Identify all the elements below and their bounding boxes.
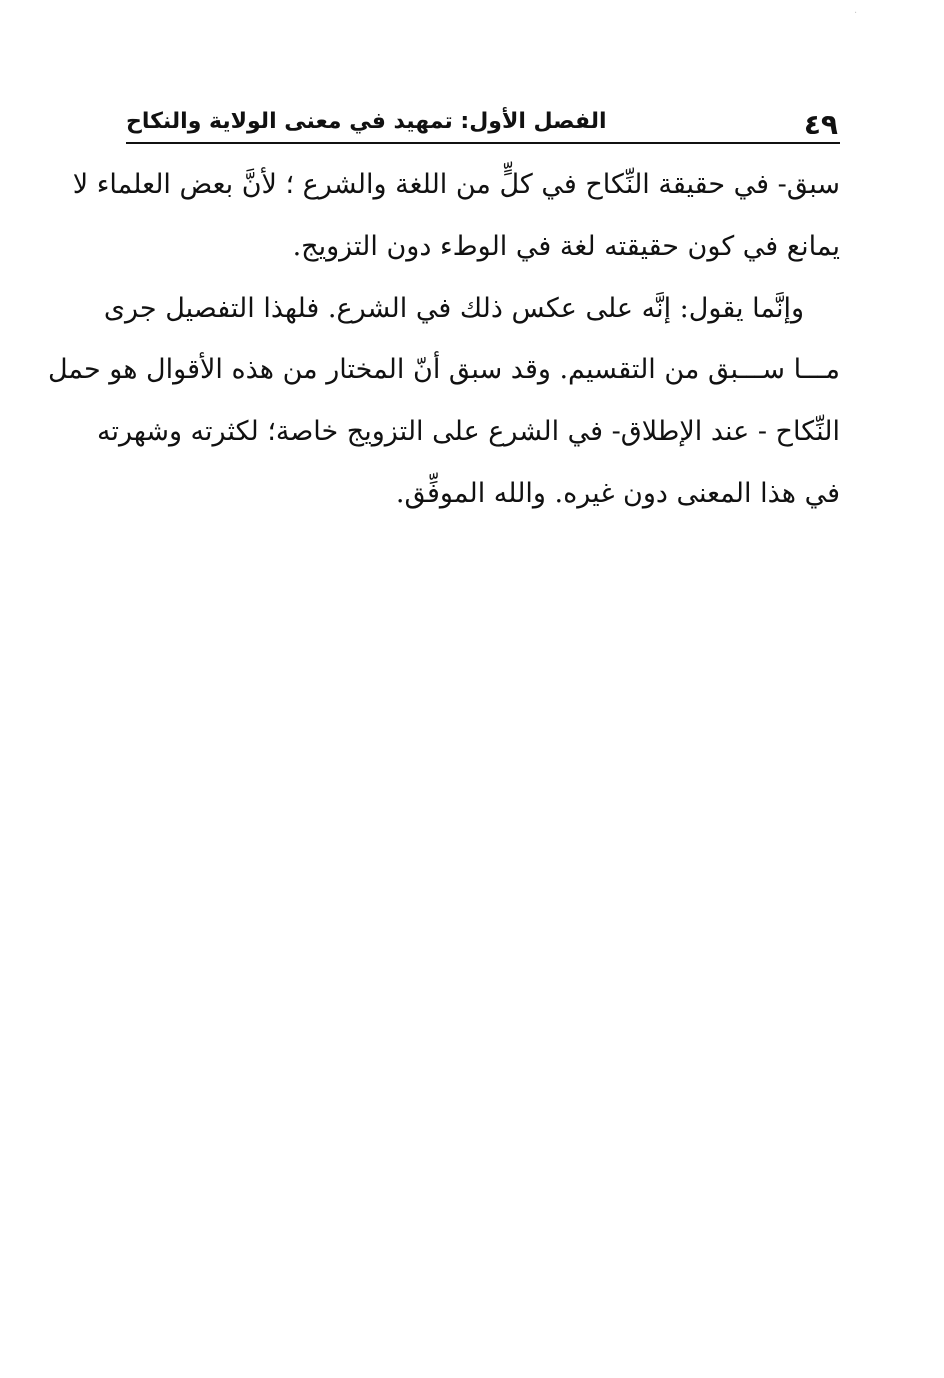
running-title: الفصل الأول: تمهيد في معنى الولاية والنكاح: [126, 109, 607, 134]
header-rule: [126, 142, 840, 144]
page-header: [126, 104, 840, 144]
text-line-2: يمانع في كون حقيقته لغة في الوطء دون التزويج.: [292, 230, 840, 262]
text-line-6: في هذا المعنى دون غيره. والله الموفِّق.: [395, 477, 840, 509]
page-number: ٤٩: [803, 108, 838, 141]
text-line-4: مـــا ســـبق من التقسيم. وقد سبق أنّ المختار من هذه الأقوال هو حمل: [47, 354, 840, 386]
body-text: [47, 154, 840, 525]
scan-mark: ·: [854, 8, 858, 19]
text-line-1: سبق- في حقيقة النِّكاح في كلٍّ من اللغة والشرع ؛ لأنَّ بعض العلماء لا: [72, 169, 840, 200]
text-line-5: النِّكاح - عند الإطلاق- في الشرع على التزويج خاصة؛ لكثرته وشهرته: [96, 416, 840, 448]
text-line-3: وإنَّما يقول: إنَّه على عكس ذلك في الشرع. فلهذا التفصيل جرى: [103, 292, 804, 324]
